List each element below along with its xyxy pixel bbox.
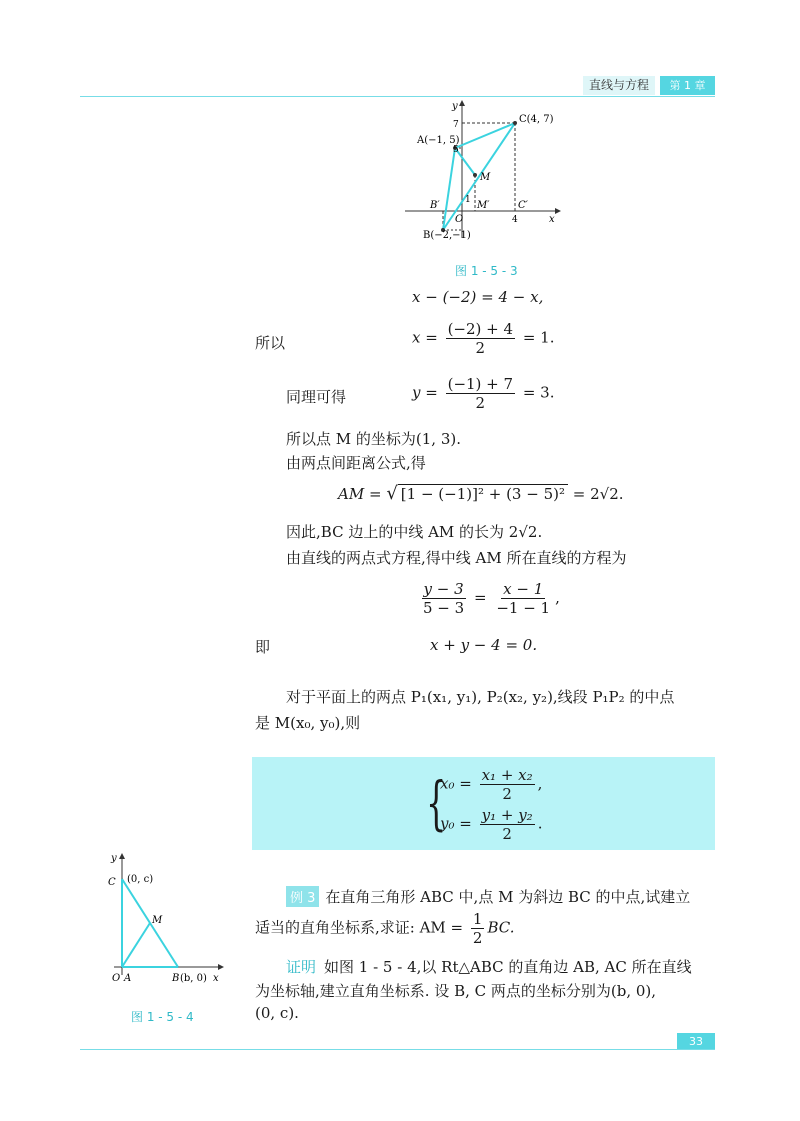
example-3-denominator: 2 (472, 929, 483, 947)
am-lhs: AM = (338, 485, 382, 503)
equation-x-value (412, 320, 554, 357)
example-3-line1 (286, 886, 690, 907)
text-distance-intro: 由两点间距离公式,得 (286, 454, 426, 472)
label-point-c-prime: C′ (518, 200, 528, 211)
sqrt-symbol-icon: √ (386, 483, 398, 504)
footer-divider (80, 1049, 715, 1050)
mid-x-numerator: x₁ + x₂ (481, 766, 533, 784)
fig2-segment-am (122, 923, 150, 967)
label-y-axis: y (452, 101, 458, 112)
eq3-lhs: y = (412, 383, 438, 402)
label-ji: 即 (255, 638, 271, 656)
eq3-denominator: 2 (475, 394, 486, 412)
tick-label-1: 1 (465, 195, 471, 205)
proof-text-1: 如图 1 - 5 - 4,以 Rt△ABC 的直角边 AB, AC 所在直线 (324, 958, 692, 976)
eq2-lhs: x = (412, 328, 438, 347)
label-point-b: B(−2,−1) (423, 230, 471, 241)
eq3-numerator: (−1) + 7 (447, 375, 514, 393)
figure-1-5-3 (405, 98, 575, 248)
page-number: 33 (677, 1033, 715, 1050)
figure-1-5-3-caption: 图 1 - 5 - 3 (455, 264, 518, 278)
fig2-label-m: M (152, 915, 163, 926)
proof-line3: (0, c). (255, 1004, 299, 1022)
eq4-left-numerator: y − 3 (423, 580, 464, 598)
y-axis-arrow (459, 100, 465, 106)
mid-x-denominator: 2 (502, 785, 512, 803)
text-two-point-form: 由直线的两点式方程,得中线 AM 所在直线的方程为 (286, 549, 627, 567)
fig2-y-axis-arrow (119, 853, 125, 859)
fig2-label-b: B (172, 973, 180, 984)
equation-x-symmetric: x − (−2) = 4 − x, (412, 288, 544, 306)
mid-y-end: . (537, 814, 543, 833)
example-3-fraction (471, 910, 485, 947)
fig2-label-b-coord: (b, 0) (180, 973, 207, 984)
dot-m (473, 173, 477, 177)
mid-y-fraction (480, 806, 535, 843)
running-header-chapter: 第 1 章 (660, 76, 715, 95)
equation-line-am (418, 580, 560, 617)
am-rhs: = 2√2. (572, 485, 624, 503)
label-so: 所以 (255, 334, 286, 352)
midpoint-x-formula (440, 766, 542, 803)
tick-label-4: 4 (512, 215, 518, 225)
fig2-x-axis-arrow (218, 964, 224, 970)
eq4-right-fraction (494, 580, 552, 617)
text-coordinate-of-m: 所以点 M 的坐标为(1, 3). (286, 430, 461, 448)
eq2-denominator: 2 (475, 339, 486, 357)
equation-am-length (338, 483, 624, 504)
eq3-fraction (446, 375, 515, 412)
figure-1-5-4 (100, 845, 230, 995)
eq4-left-fraction (421, 580, 466, 617)
fig2-label-x-axis: x (213, 973, 219, 984)
mid-y-lhs: y₀ = (440, 814, 472, 833)
tick-label-5: 5 (453, 145, 459, 155)
fig2-label-o: O (112, 973, 121, 984)
example-3-numerator: 1 (472, 910, 483, 928)
eq3-rhs: = 3. (522, 383, 555, 402)
dot-c (513, 121, 517, 125)
label-similarly: 同理可得 (286, 388, 347, 406)
eq4-end: , (555, 588, 560, 607)
label-point-b-prime: B′ (430, 200, 440, 211)
proof-line2: 为坐标轴,建立直角坐标系. 设 B, C 两点的坐标分别为(b, 0), (255, 982, 657, 1000)
running-header-section: 直线与方程 (583, 76, 655, 95)
text-median-length: 因此,BC 边上的中线 AM 的长为 2√2. (286, 523, 543, 541)
example-3-line2-suffix: BC. (487, 918, 515, 937)
mid-x-end: , (537, 774, 543, 793)
label-origin: O (455, 214, 464, 225)
eq4-right-denominator: −1 − 1 (496, 599, 551, 617)
eq2-fraction (446, 320, 515, 357)
header-divider (80, 96, 715, 97)
fig2-label-y-axis: y (111, 853, 117, 864)
label-x-axis: x (549, 214, 555, 225)
eq4-left-denominator: 5 − 3 (423, 599, 465, 617)
figure-1-5-4-caption: 图 1 - 5 - 4 (131, 1010, 194, 1024)
mid-y-numerator: y₁ + y₂ (481, 806, 533, 824)
label-point-m: M (480, 172, 491, 183)
midpoint-y-formula (440, 806, 542, 843)
x-axis-arrow (555, 208, 561, 214)
tick-label-7: 7 (453, 120, 459, 130)
mid-x-fraction (480, 766, 535, 803)
mid-x-lhs: x₀ = (440, 774, 472, 793)
example-3-tag: 例 3 (286, 886, 319, 907)
example-3-text: 在直角三角形 ABC 中,点 M 为斜边 BC 的中点,试建立 (325, 888, 691, 906)
left-brace-icon: { (426, 769, 447, 837)
label-point-c: C(4, 7) (519, 114, 554, 125)
text-general-line2: 是 M(x₀, y₀),则 (255, 714, 361, 732)
fig2-label-a: A (124, 973, 132, 984)
example-3-line2 (255, 910, 514, 947)
text-general-line1: 对于平面上的两点 P₁(x₁, y₁), P₂(x₂, y₂),线段 P₁P₂ 的中点 (286, 688, 675, 706)
label-point-a: A(−1, 5) (417, 135, 460, 146)
eq4-right-numerator: x − 1 (503, 580, 544, 598)
label-point-m-prime: M′ (477, 200, 490, 211)
fig2-label-c-coord: (0, c) (127, 874, 154, 885)
example-3-line2-prefix: 适当的直角坐标系,求证: AM = (255, 918, 464, 937)
segment-ab (443, 148, 455, 230)
equation-y-value (412, 375, 555, 412)
proof-label: 证明 (286, 958, 317, 976)
proof-line1 (286, 956, 692, 977)
mid-y-denominator: 2 (502, 825, 512, 843)
eq4-equals: = (473, 588, 487, 607)
am-radicand: [1 − (−1)]² + (3 − 5)² (398, 484, 568, 503)
eq2-rhs: = 1. (522, 328, 555, 347)
equation-line-general: x + y − 4 = 0. (430, 636, 538, 654)
fig2-label-c: C (108, 877, 116, 888)
eq2-numerator: (−2) + 4 (447, 320, 514, 338)
